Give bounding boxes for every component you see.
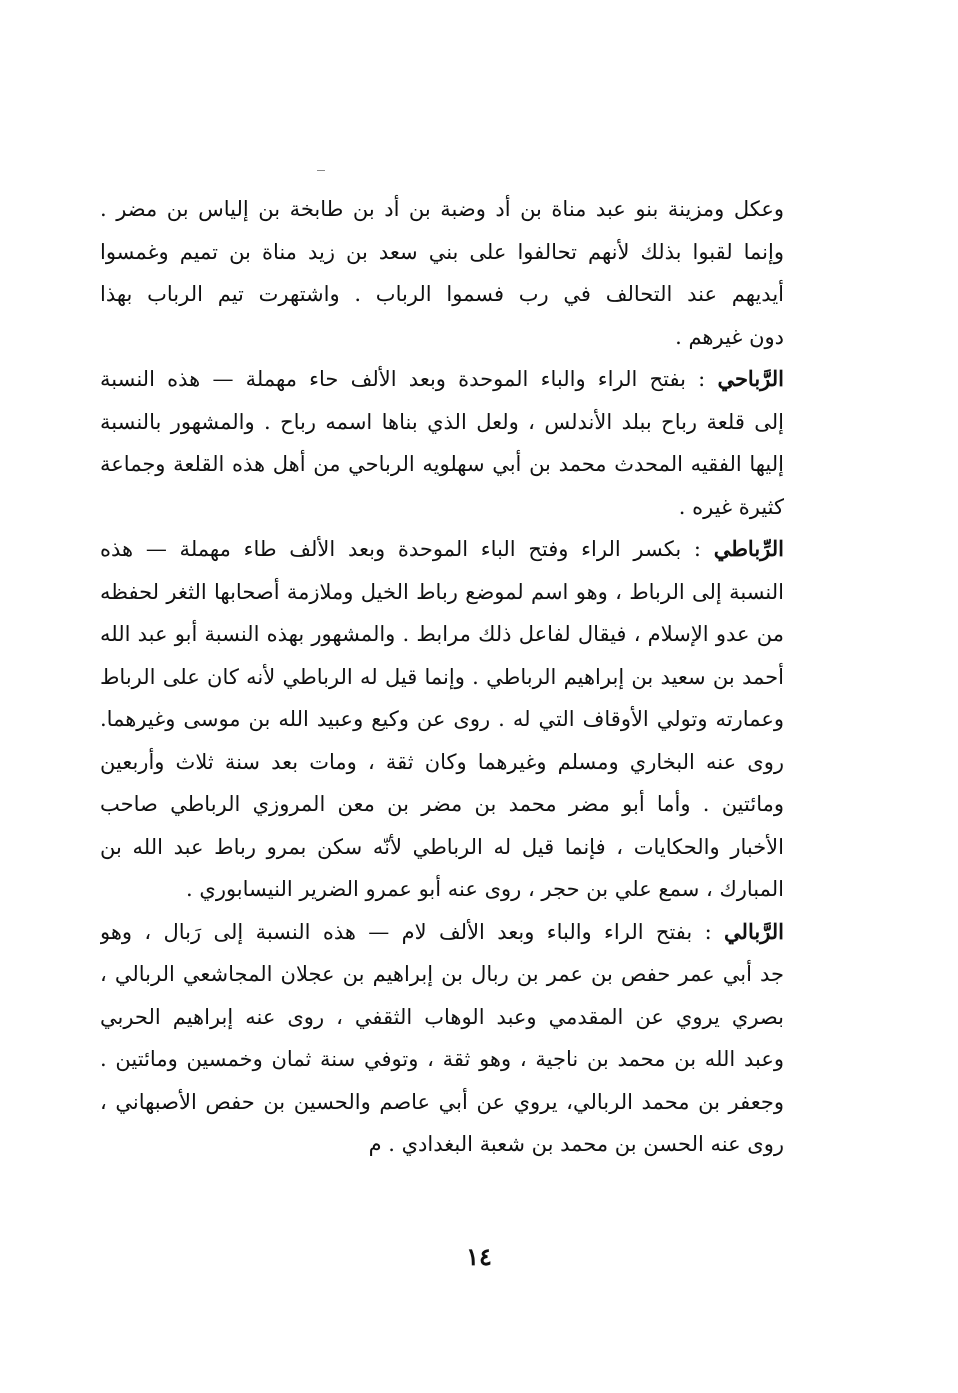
line-text: إلى قلعة رباح ببلد الأندلس ، ولعل الذي بناها اسمه رباح . والمشهور بالنسبة [100, 409, 784, 434]
line-text: دون غيرهم . [675, 324, 784, 349]
text-line [100, 1038, 784, 1081]
line-text: وعكل ومزينة بنو عبد مناة بن أد وضبة بن أد بن طابخة بن إلياس بن مضر . [100, 197, 784, 221]
line-text: جد أبي عمر حفص بن عمر بن ربال بن إبراهيم بن عجلان المجاشعي الربالي ، [100, 962, 784, 986]
text-line [100, 486, 784, 529]
text-line [100, 1081, 784, 1124]
entry-term: الرَّباحي [717, 366, 784, 391]
entry-term: الرَّبالي [724, 918, 784, 944]
text-line [100, 571, 784, 614]
line-text: : بكسر الراء وفتح الباء الموحدة وبعد الألف طاء مهملة — هذه [100, 537, 714, 561]
line-text: من عدو الإسلام ، فيقال لفاعل ذلك مرابط . والمشهور بهذه النسبة أبو عبد الله [100, 622, 784, 646]
scan-mark [317, 170, 325, 171]
line-text: كثيرة غيره . [678, 494, 784, 519]
text-line [100, 953, 784, 996]
text-line [100, 656, 784, 699]
line-text: أحمد بن سعيد بن إبراهيم الرباطي . وإنما قيل له الرباطي لأنه كان على الرباط [100, 664, 784, 689]
text-line [100, 698, 784, 741]
entry-term: الرِّباطي [713, 536, 784, 561]
text-line [100, 613, 784, 656]
line-text: إليها الفقيه المحدث محمد بن أبي سهلويه الرباحي من أهل هذه القلعة وجماعة [100, 452, 784, 476]
text-line [100, 316, 784, 359]
line-text: بصري يروي عن المقدمي وعبد الوهاب الثقفي ، روى عنه إبراهيم الحربي [100, 1004, 784, 1029]
text-line [100, 826, 784, 869]
line-text: وجعفر بن محمد الربالي، يروي عن أبي عاصم والحسين بن حفص الأصبهاني ، [100, 1089, 784, 1114]
text-line [100, 911, 784, 954]
text-line [100, 188, 784, 231]
text-line [100, 1123, 784, 1166]
text-line [100, 528, 784, 571]
line-text: النسبة إلى الرباط ، وهو اسم لموضع رباط الخيل وملازمة أصحابها الثغر لحفظه [100, 579, 784, 604]
line-text: روى عنه الحسن بن محمد بن شعبة البغدادي . م [368, 1132, 784, 1156]
line-text: المبارك ، سمع علي بن حجر ، روى عنه أبو عمرو الضرير النيسابوري . [186, 877, 784, 901]
line-text: وإنما لقبوا بذلك لأنهم تحالفوا على بني سعد بن زيد مناة بن تميم وغمسوا [100, 239, 784, 264]
document-body [100, 188, 784, 1166]
text-line [100, 868, 784, 911]
line-text: وعبد الله بن محمد بن ناجية ، وهو ثقة ، وتوفي سنة ثمان وخمسين ومائتين . [100, 1047, 784, 1071]
page-number: ١٤ [466, 1242, 492, 1271]
text-line [100, 741, 784, 784]
text-line [100, 443, 784, 486]
text-line [100, 996, 784, 1039]
text-line [100, 358, 784, 401]
line-text: : بفتح الراء والباء الموحدة وبعد الألف حاء مهملة — هذه النسبة [100, 367, 718, 391]
line-text: : بفتح الراء والباء وبعد الألف لام — هذه النسبة إلى رَبال ، وهو [100, 919, 725, 944]
text-line [100, 231, 784, 274]
line-text: ومائتين . وأما أبو مضر محمد بن مضر بن معن المروزي الرباطي صاحب [100, 792, 784, 816]
line-text: الأخبار والحكايات ، فإنما قيل له الرباطي لأنّه سكن بمرو رباط عبد الله بن [100, 834, 784, 859]
line-text: أيديهم عند التحالف في رب فسموا الرباب . واشتهرت تيم الرباب بهذا [100, 282, 784, 306]
line-text: وعمارته وتولي الأوقاف التي له . روى عن وكيع وعبيد الله بن موسى وغيرهما. [100, 707, 784, 731]
text-line [100, 783, 784, 826]
text-line [100, 401, 784, 444]
line-text: روى عنه البخاري ومسلم وغيرهما وكان ثقة ، ومات بعد سنة ثلاث وأربعين [100, 749, 784, 774]
text-line [100, 273, 784, 316]
